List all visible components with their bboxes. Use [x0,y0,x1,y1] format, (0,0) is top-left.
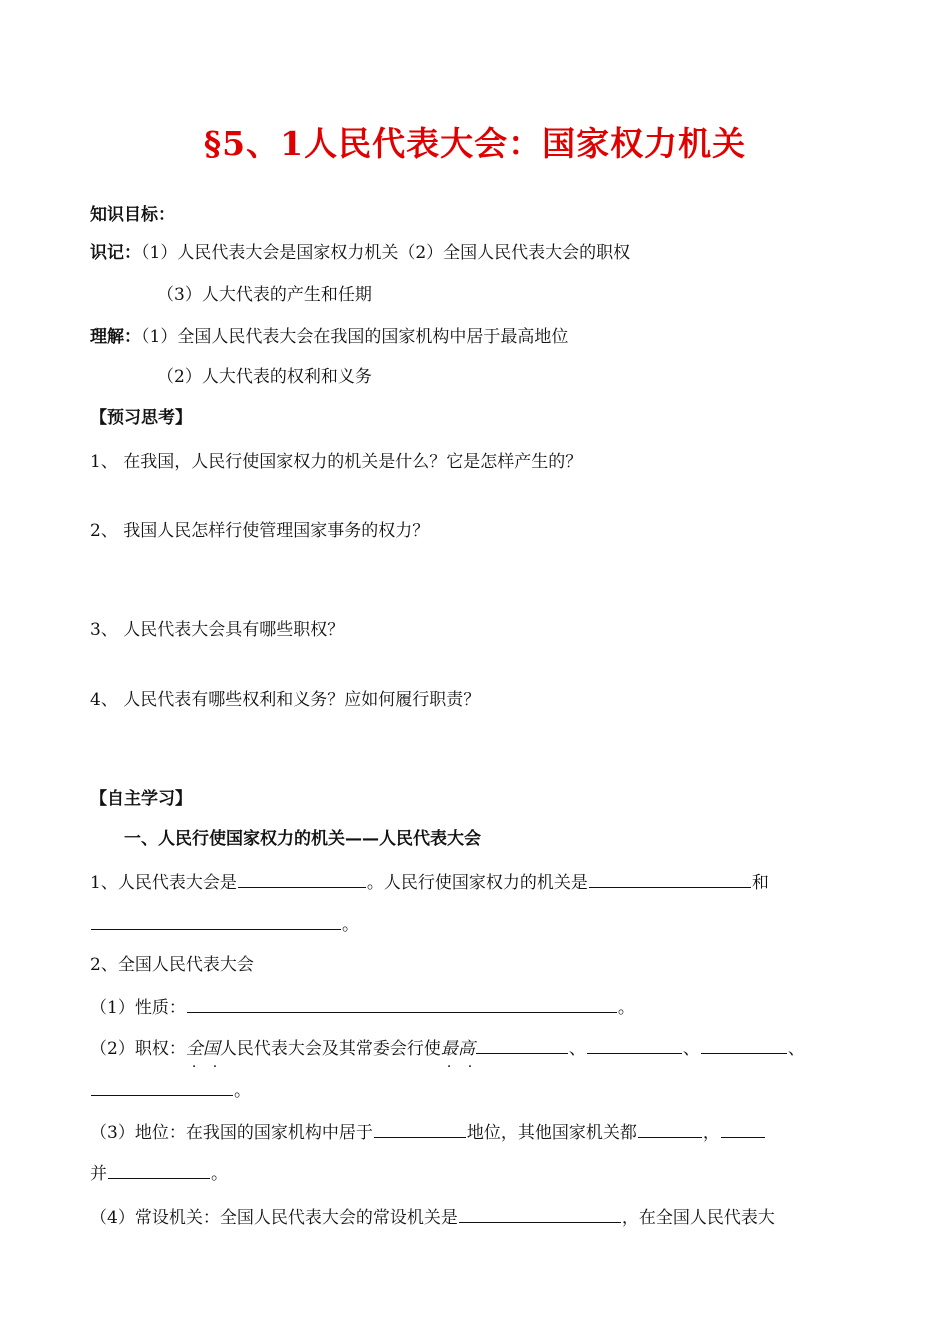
status-text-d: 并 [90,1164,107,1184]
standing-line [90,1205,775,1230]
remember-label: 识记： [90,243,141,263]
powers-label: （2）职权： [90,1039,186,1059]
blank-field[interactable] [476,1036,568,1054]
powers-line-1 [90,1036,805,1061]
separator: 、 [568,1039,586,1059]
standing-text-b: ，在全国人民代表大 [621,1208,775,1228]
item-1-line-2 [90,912,359,937]
standing-text-a: （4）常设机关：全国人民代表大会的常设机关是 [90,1208,458,1228]
blank-field[interactable] [587,1036,682,1054]
blank-field[interactable] [238,870,366,888]
blank-field[interactable] [638,1120,702,1138]
item-1-text-a: 1、人民代表大会是 [90,873,237,893]
preview-question-3: 3、 人民代表大会具有哪些职权？ [90,620,345,640]
nature-label: （1）性质： [90,998,186,1018]
preview-heading: 【预习思考】 [90,408,192,428]
blank-field[interactable] [589,870,751,888]
self-study-heading: 【自主学习】 [90,789,192,809]
understand-text-2: （2）人大代表的权利和义务 [157,367,372,387]
status-line-1 [90,1120,766,1145]
status-text-a: （3）地位：在我国的国家机构中居于 [90,1123,373,1143]
separator: 、 [787,1039,805,1059]
period: 。 [234,1081,251,1101]
page-title: §5、1人民代表大会：国家权力机关 [203,124,747,163]
nature-line [90,995,635,1020]
separator: 、 [682,1039,700,1059]
powers-emphasis-zui: 最高 · · [441,1039,475,1059]
understand-line-1 [90,325,568,349]
goals-heading: 知识目标： [90,205,175,225]
status-text-b: 地位，其他国家机关都 [466,1123,637,1143]
understand-label: 理解： [90,327,141,347]
blank-field[interactable] [91,912,341,930]
blank-field[interactable] [459,1205,621,1223]
blank-field[interactable] [721,1120,765,1138]
item-1-text-c: 和 [751,873,769,893]
preview-question-4: 4、 人民代表有哪些权利和义务？应如何履行职责？ [90,690,481,710]
remember-text-1: （1）人民代表大会是国家权力机关（2）全国人民代表大会的职权 [141,243,631,263]
powers-line-2 [90,1078,251,1103]
remember-line-1 [90,241,630,265]
understand-text-1: （1）全国人民代表大会在我国的国家机构中居于最高地位 [141,327,569,347]
powers-emphasis-quan: 全国 · · [186,1039,220,1059]
status-text-c: ， [702,1123,720,1143]
preview-question-2: 2、 我国人民怎样行使管理国家事务的权力？ [90,521,430,541]
blank-field[interactable] [91,1078,233,1096]
blank-field[interactable] [108,1161,210,1179]
blank-field[interactable] [374,1120,466,1138]
preview-question-1: 1、 在我国，人民行使国家权力的机关是什么？它是怎样产生的？ [90,452,583,472]
period: 。 [617,998,635,1018]
section-1-title: 一、人民行使国家权力的机关——人民代表大会 [124,829,481,849]
item-1-line-1 [90,870,769,895]
period: 。 [342,915,359,935]
status-line-2 [90,1161,228,1186]
blank-field[interactable] [187,995,617,1013]
item-2-heading: 2、全国人民代表大会 [90,955,254,975]
remember-text-2: （3）人大代表的产生和任期 [157,285,372,305]
period: 。 [211,1164,228,1184]
powers-text: 人民代表大会及其常委会行使 [219,1039,441,1059]
item-1-text-b: 。人民行使国家权力的机关是 [366,873,588,893]
blank-field[interactable] [701,1036,787,1054]
